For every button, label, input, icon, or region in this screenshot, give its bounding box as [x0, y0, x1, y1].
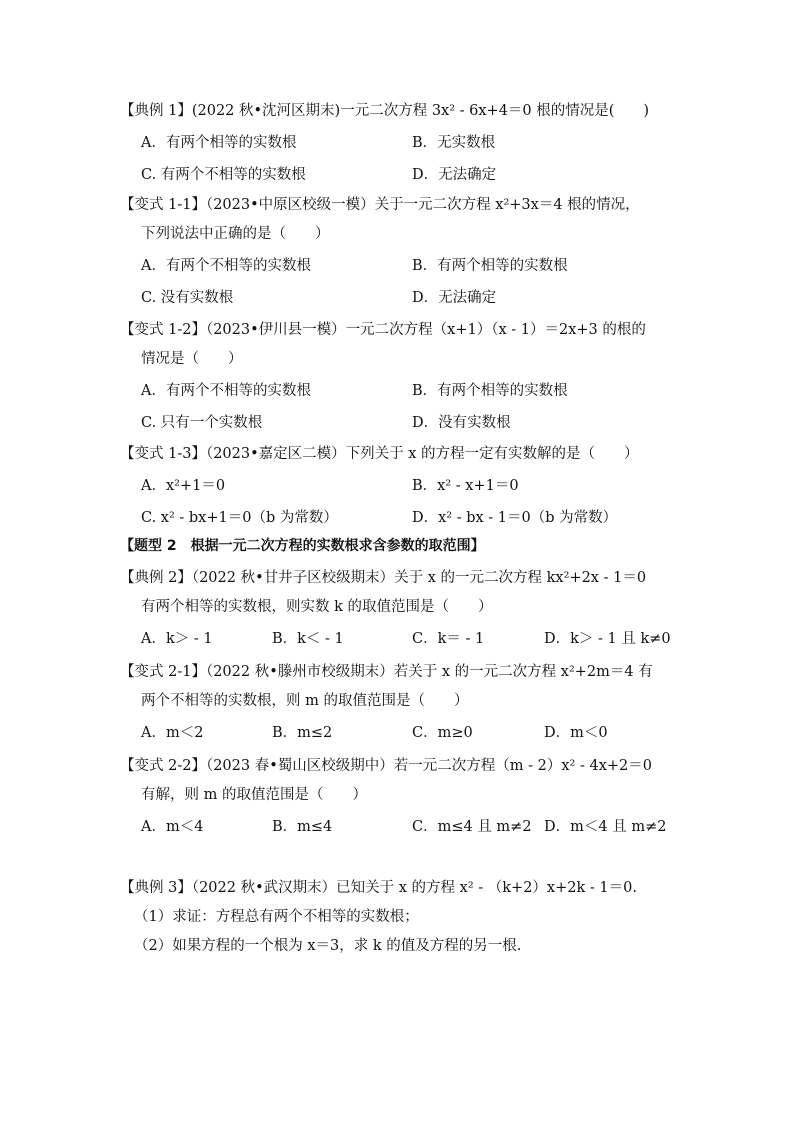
- option-d[interactable]: D．m＜0: [544, 725, 608, 741]
- option-a[interactable]: A．m＜2: [141, 725, 204, 741]
- option-c[interactable]: C. x² - bx+1＝0（b 为常数）: [141, 510, 338, 526]
- question-variant-2-1: [120, 662, 680, 743]
- option-d[interactable]: D．无法确定: [412, 167, 497, 183]
- question-stem: 【典例 2】（2022 秋•甘井子区校级期末）关于 x 的一元二次方程 kx²+2x - 1＝0: [120, 570, 647, 586]
- option-a[interactable]: A．有两个相等的实数根: [141, 135, 297, 151]
- option-c[interactable]: C. 有两个不相等的实数根: [141, 167, 306, 183]
- option-a[interactable]: A．m＜4: [141, 819, 204, 835]
- section-heading: [120, 536, 680, 556]
- question-stem: 【变式 2-2】（2023 春•蜀山区校级期中）若一元二次方程（m - 2）x² - 4x+2＝0: [120, 758, 652, 774]
- option-c[interactable]: C. 没有实数根: [141, 290, 234, 306]
- question-example-3: [120, 878, 680, 956]
- option-d[interactable]: D．m＜4 且 m≠2: [544, 819, 667, 835]
- option-a[interactable]: A．x²+1＝0: [141, 478, 226, 494]
- options-row-2: [120, 165, 680, 185]
- sub-question-2: （2）如果方程的一个根为 x＝3，求 k 的值及方程的另一根.: [134, 938, 522, 954]
- question-stem-cont: 有两个相等的实数根，则实数 k 的取值范围是（ ）: [141, 599, 493, 615]
- option-b[interactable]: B．k＜ - 1: [272, 631, 344, 647]
- option-b[interactable]: B．无实数根: [412, 135, 496, 151]
- options-row: [120, 629, 680, 649]
- options-row-1: [120, 381, 680, 401]
- question-stem-cont: 下列说法中正确的是（ ）: [141, 226, 330, 242]
- question-variant-1-1: [120, 195, 680, 308]
- question-stem: 【典例 1】(2022 秋•沈河区期末)一元二次方程 3x² - 6x+4＝0 根的情况是( ): [120, 103, 650, 119]
- question-variant-2-2: [120, 756, 680, 837]
- options-row-2: [120, 413, 680, 433]
- question-example-1: [120, 101, 680, 185]
- options-row: [120, 817, 680, 837]
- option-a[interactable]: A．有两个不相等的实数根: [141, 258, 311, 274]
- question-stem-cont: 有解，则 m 的取值范围是（ ）: [141, 787, 367, 803]
- option-d[interactable]: D．x² - bx - 1＝0（b 为常数）: [412, 510, 618, 526]
- options-row-2: [120, 288, 680, 308]
- question-stem: 【变式 2-1】（2022 秋•滕州市校级期末）若关于 x 的一元二次方程 x²+2m＝4 有: [120, 664, 653, 680]
- option-c[interactable]: C．m≥0: [412, 725, 473, 741]
- sub-question-1: （1）求证：方程总有两个不相等的实数根；: [134, 909, 419, 925]
- option-c[interactable]: C. 只有一个实数根: [141, 415, 263, 431]
- option-b[interactable]: B．m≤4: [272, 819, 333, 835]
- option-b[interactable]: B．x² - x+1＝0: [412, 478, 519, 494]
- question-stem: 【变式 1-2】（2023•伊川县一模）一元二次方程（x+1）（x - 1）＝2x+3 的根的: [120, 322, 646, 338]
- option-b[interactable]: B．有两个相等的实数根: [412, 258, 568, 274]
- section-heading-text: 【题型 2 根据一元二次方程的实数根求含参数的取范围】: [120, 538, 485, 554]
- question-stem-cont: 两个不相等的实数根，则 m 的取值范围是（ ）: [141, 693, 469, 709]
- option-c[interactable]: C．k＝ - 1: [412, 631, 485, 647]
- options-row-1: [120, 476, 680, 496]
- option-d[interactable]: D．没有实数根: [412, 415, 511, 431]
- options-row-1: [120, 256, 680, 276]
- option-b[interactable]: B．有两个相等的实数根: [412, 383, 568, 399]
- question-stem-cont: 情况是（ ）: [141, 351, 243, 367]
- question-variant-1-2: [120, 320, 680, 433]
- question-variant-1-3: [120, 444, 680, 528]
- question-stem: 【变式 1-3】（2023•嘉定区二模）下列关于 x 的方程一定有实数解的是（ ）: [120, 446, 639, 462]
- option-d[interactable]: D．k＞ - 1 且 k≠0: [544, 631, 671, 647]
- option-b[interactable]: B．m≤2: [272, 725, 333, 741]
- options-row: [120, 723, 680, 743]
- options-row-1: [120, 133, 680, 153]
- question-stem: 【变式 1-1】（2023•中原区校级一模）关于一元二次方程 x²+3x＝4 根的情况，: [120, 197, 640, 213]
- options-row-2: [120, 508, 680, 528]
- option-a[interactable]: A．k＞ - 1: [141, 631, 213, 647]
- option-d[interactable]: D．无法确定: [412, 290, 497, 306]
- option-c[interactable]: C．m≤4 且 m≠2: [412, 819, 532, 835]
- question-stem: 【典例 3】（2022 秋•武汉期末）已知关于 x 的方程 x² - （k+2）x+2k - 1＝0.: [120, 880, 637, 896]
- question-example-2: [120, 568, 680, 649]
- option-a[interactable]: A．有两个不相等的实数根: [141, 383, 311, 399]
